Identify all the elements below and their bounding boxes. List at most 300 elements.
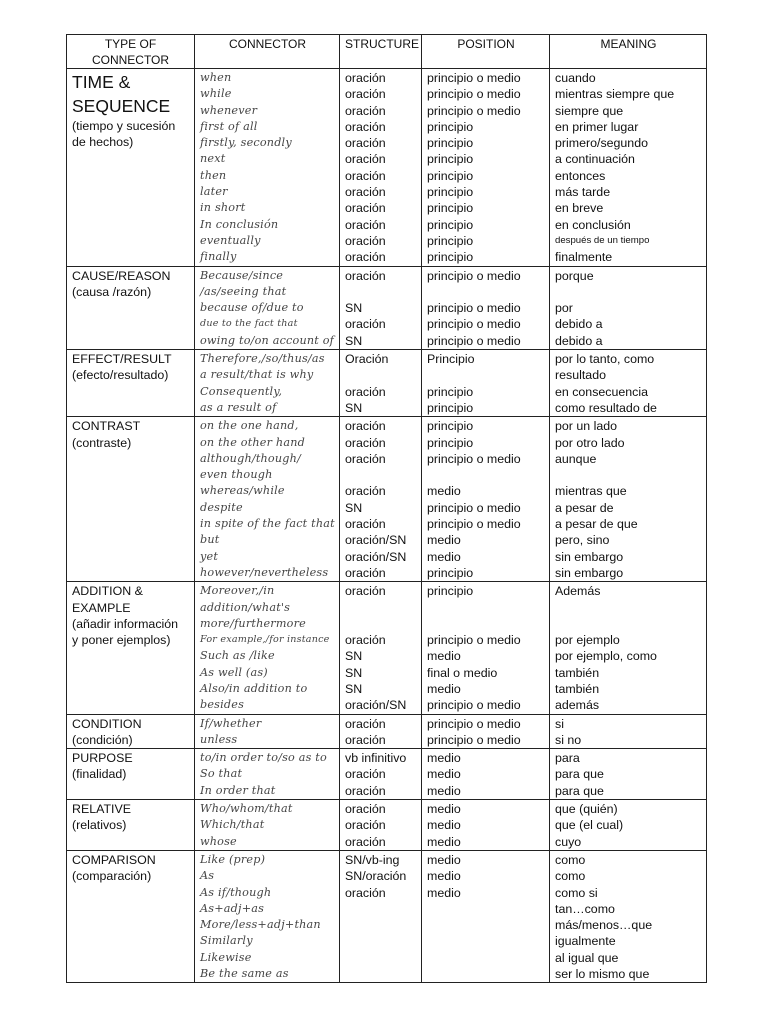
- connector-cell: [195, 749, 340, 800]
- connector-text: on the one hand,: [200, 419, 299, 433]
- connector-text: Also/in addition to: [200, 681, 308, 695]
- connector-text: later: [200, 185, 228, 199]
- meaning-text: más/menos…que: [555, 918, 653, 933]
- structure-text: oración: [345, 185, 386, 200]
- connector-text: even though: [200, 468, 273, 482]
- meaning-cell: [550, 69, 707, 267]
- meaning-text: que (quién): [555, 802, 618, 817]
- table-row: [67, 417, 707, 582]
- meaning-cell: [550, 800, 707, 851]
- position-cell: [422, 749, 550, 800]
- connector-type-cell: [67, 800, 195, 851]
- meaning-text: como: [555, 852, 586, 867]
- meaning-text: en conclusión: [555, 217, 631, 232]
- position-text: medio: [427, 681, 461, 696]
- connectors-table: [66, 34, 707, 983]
- connector-text: because of/due to: [200, 301, 304, 315]
- structure-text: SN: [345, 681, 363, 696]
- position-text: principio: [427, 250, 474, 265]
- meaning-text: [555, 467, 702, 483]
- connector-type-cell: [67, 69, 195, 267]
- connector-type-cell: [67, 749, 195, 800]
- meaning-text: mientras que: [555, 484, 627, 499]
- connector-cell: [195, 850, 340, 982]
- position-text: medio: [427, 549, 461, 564]
- structure-cell: [340, 582, 422, 714]
- connector-text: As: [200, 869, 215, 883]
- structure-text: SN/vb-ing: [345, 852, 400, 867]
- connector-text: in short: [200, 201, 246, 215]
- position-cell: [422, 69, 550, 267]
- meaning-text: para que: [555, 783, 604, 798]
- connector-type-label: (añadir información: [72, 616, 179, 631]
- meaning-text: debido a: [555, 333, 603, 348]
- connector-text: More/less+adj+than: [200, 918, 321, 932]
- meaning-text: por lo tanto, como: [555, 352, 655, 367]
- structure-text: oración: [345, 834, 386, 849]
- position-text: principio o medio: [427, 732, 521, 747]
- connector-text: Similarly: [200, 934, 253, 948]
- structure-text: oración: [345, 732, 386, 747]
- connector-text: unless: [200, 732, 238, 746]
- structure-text: [345, 600, 417, 616]
- connector-text: Consequently,: [200, 384, 283, 398]
- position-text: medio: [427, 783, 461, 798]
- meaning-text: mientras siempre que: [555, 87, 675, 102]
- connector-type-cell: [67, 850, 195, 982]
- connector-text: besides: [200, 698, 245, 712]
- position-cell: [422, 582, 550, 714]
- position-text: principio: [427, 217, 474, 232]
- position-cell: [422, 714, 550, 749]
- structure-text: oración: [345, 802, 386, 817]
- connector-type-label: EXAMPLE: [72, 600, 131, 615]
- structure-cell: [340, 850, 422, 982]
- meaning-cell: [550, 417, 707, 582]
- connector-text: Such as /like: [200, 649, 275, 663]
- connector-text: whenever: [200, 103, 258, 117]
- structure-text: SN: [345, 301, 363, 316]
- meaning-text: en consecuencia: [555, 384, 648, 399]
- structure-text: oración: [345, 119, 386, 134]
- position-text: principio: [427, 400, 474, 415]
- connector-text: whose: [200, 834, 237, 848]
- header-meaning: MEANING: [550, 35, 707, 69]
- connector-text: Because/since: [200, 268, 284, 282]
- position-text: principio o medio: [427, 451, 521, 466]
- structure-text: [345, 917, 417, 933]
- connector-cell: [195, 417, 340, 582]
- connector-text: due to the fact that: [200, 318, 298, 330]
- structure-text: oración: [345, 71, 386, 85]
- connector-text: then: [200, 168, 227, 182]
- meaning-text: por: [555, 301, 573, 316]
- structure-text: oración: [345, 783, 386, 798]
- position-cell: [422, 800, 550, 851]
- position-cell: [422, 350, 550, 417]
- position-text: [427, 917, 545, 933]
- position-text: principio: [427, 233, 474, 248]
- position-text: principio: [427, 136, 474, 151]
- connector-text: Likewise: [200, 950, 252, 964]
- connector-text: a result/that is why: [200, 368, 314, 382]
- connector-type-label: (relativos): [72, 818, 127, 833]
- position-text: [427, 467, 545, 483]
- structure-cell: [340, 714, 422, 749]
- position-text: principio o medio: [427, 317, 521, 332]
- header-row: [67, 35, 707, 69]
- position-text: medio: [427, 767, 461, 782]
- connector-type-cell: [67, 714, 195, 749]
- connector-text: Which/that: [200, 818, 265, 832]
- position-text: medio: [427, 852, 461, 867]
- position-text: Principio: [427, 352, 475, 367]
- connector-type-label: (causa /razón): [72, 284, 152, 299]
- structure-text: oración: [345, 217, 386, 232]
- meaning-text: también: [555, 681, 600, 696]
- structure-text: oración: [345, 152, 386, 167]
- table-row: [67, 714, 707, 749]
- structure-text: oración/SN: [345, 698, 407, 713]
- structure-text: oración: [345, 517, 386, 532]
- connector-text: For example,/for instance: [200, 634, 330, 646]
- position-text: medio: [427, 484, 461, 499]
- position-text: principio: [427, 201, 474, 216]
- meaning-text: a pesar de que: [555, 517, 638, 532]
- structure-text: oración: [345, 818, 386, 833]
- position-cell: [422, 850, 550, 982]
- meaning-text: Además: [555, 584, 601, 599]
- connector-text: despite: [200, 500, 243, 514]
- connector-type-label: ADDITION &: [72, 584, 143, 599]
- connector-text: while: [200, 87, 232, 101]
- meaning-text: primero/segundo: [555, 136, 648, 151]
- meaning-text: en breve: [555, 201, 604, 216]
- connector-text: addition/what's: [200, 600, 291, 614]
- connector-cell: [195, 800, 340, 851]
- connector-text: In conclusión: [200, 217, 279, 231]
- structure-text: oración: [345, 136, 386, 151]
- connector-text: Be the same as: [200, 967, 289, 981]
- meaning-text: [555, 616, 702, 632]
- connector-text: in spite of the fact that: [200, 517, 335, 531]
- structure-text: oración: [345, 87, 386, 102]
- meaning-text: a pesar de: [555, 500, 614, 515]
- position-text: principio: [427, 152, 474, 167]
- meaning-text: cuando: [555, 71, 596, 85]
- structure-text: oración: [345, 168, 386, 183]
- table-row: [67, 850, 707, 982]
- connector-type-label: CAUSE/REASON: [72, 268, 171, 283]
- position-text: principio: [427, 565, 474, 580]
- structure-text: Oración: [345, 352, 389, 367]
- meaning-text: debido a: [555, 317, 603, 332]
- connector-type-cell: [67, 582, 195, 714]
- position-text: medio: [427, 533, 461, 548]
- table-row: [67, 350, 707, 417]
- meaning-text: ser lo mismo que: [555, 967, 650, 982]
- header-connector: CONNECTOR: [195, 35, 340, 69]
- meaning-text: porque: [555, 268, 594, 283]
- structure-text: oración: [345, 268, 386, 283]
- meaning-text: resultado: [555, 368, 606, 383]
- table-row: [67, 749, 707, 800]
- connector-type-label: (finalidad): [72, 767, 127, 782]
- structure-cell: [340, 266, 422, 349]
- position-text: principio: [427, 384, 474, 399]
- meaning-text: pero, sino: [555, 533, 610, 548]
- connector-cell: [195, 582, 340, 714]
- structure-text: oración: [345, 584, 386, 599]
- connector-type-cell: [67, 266, 195, 349]
- meaning-text: por ejemplo: [555, 633, 620, 648]
- structure-text: [345, 616, 417, 632]
- connector-text: owing to/on account of: [200, 333, 334, 347]
- meaning-text: [555, 600, 702, 616]
- position-text: [427, 966, 545, 982]
- meaning-cell: [550, 714, 707, 749]
- position-text: principio: [427, 119, 474, 134]
- meaning-text: que (el cual): [555, 818, 624, 833]
- structure-text: oración/SN: [345, 533, 407, 548]
- position-text: medio: [427, 751, 461, 766]
- structure-text: oración: [345, 484, 386, 499]
- meaning-text: como: [555, 869, 586, 884]
- position-text: principio: [427, 185, 474, 200]
- position-text: principio: [427, 168, 474, 183]
- position-text: principio o medio: [427, 716, 521, 731]
- structure-text: oración: [345, 435, 386, 450]
- meaning-cell: [550, 749, 707, 800]
- meaning-text: tan…como: [555, 901, 615, 916]
- connector-text: whereas/while: [200, 484, 285, 498]
- meaning-cell: [550, 582, 707, 714]
- structure-text: [345, 467, 417, 483]
- position-text: principio o medio: [427, 268, 521, 283]
- structure-text: SN/oración: [345, 869, 407, 884]
- meaning-text: igualmente: [555, 934, 616, 949]
- structure-text: oración: [345, 565, 386, 580]
- connector-text: eventually: [200, 233, 261, 247]
- connector-type-title: SEQUENCE: [72, 96, 171, 116]
- position-text: medio: [427, 885, 461, 900]
- structure-text: oración: [345, 633, 386, 648]
- meaning-cell: [550, 850, 707, 982]
- structure-text: SN: [345, 400, 363, 415]
- connector-text: although/though/: [200, 451, 302, 465]
- meaning-text: entonces: [555, 168, 606, 183]
- meaning-text: sin embargo: [555, 565, 624, 580]
- structure-text: [345, 284, 417, 300]
- position-text: medio: [427, 802, 461, 817]
- meaning-text: como si: [555, 885, 598, 900]
- meaning-text: más tarde: [555, 185, 611, 200]
- connector-text: firstly, secondly: [200, 136, 292, 150]
- structure-cell: [340, 69, 422, 267]
- connector-type-title: TIME &: [72, 72, 131, 92]
- position-text: medio: [427, 834, 461, 849]
- connector-text: So that: [200, 767, 243, 781]
- connector-type-label: (tiempo y sucesión: [72, 119, 176, 133]
- meaning-text: a continuación: [555, 152, 635, 167]
- position-text: principio o medio: [427, 500, 521, 515]
- position-text: final o medio: [427, 665, 498, 680]
- meaning-text: después de un tiempo: [555, 234, 650, 246]
- position-text: [427, 600, 545, 616]
- connector-text: when: [200, 71, 232, 84]
- structure-text: oración: [345, 317, 386, 332]
- structure-text: oración: [345, 233, 386, 248]
- position-text: principio: [427, 584, 474, 599]
- meaning-text: también: [555, 665, 600, 680]
- connector-text: As+adj+as: [200, 901, 265, 915]
- header-structure: STRUCTURE: [340, 35, 422, 69]
- connector-cell: [195, 266, 340, 349]
- structure-text: oración: [345, 419, 386, 434]
- connector-text: however/nevertheless: [200, 565, 329, 579]
- connector-text: If/whether: [200, 716, 262, 730]
- structure-text: oración: [345, 201, 386, 216]
- meaning-cell: [550, 350, 707, 417]
- meaning-cell: [550, 266, 707, 349]
- structure-text: oración: [345, 767, 386, 782]
- structure-text: oración: [345, 384, 386, 399]
- connector-text: As well (as): [200, 665, 268, 679]
- structure-text: SN: [345, 649, 363, 664]
- meaning-text: siempre que: [555, 103, 624, 118]
- position-text: principio o medio: [427, 698, 521, 713]
- connector-type-label: (condición): [72, 732, 133, 747]
- structure-text: oración: [345, 716, 386, 731]
- position-text: principio o medio: [427, 301, 521, 316]
- connector-text: Like (prep): [200, 852, 266, 866]
- position-text: [427, 616, 545, 632]
- connector-type-label: y poner ejemplos): [72, 633, 171, 648]
- table-row: [67, 266, 707, 349]
- connector-type-label: de hechos): [72, 135, 134, 150]
- connector-text: Therefore,/so/thus/as: [200, 352, 325, 366]
- connector-text: to/in order to/so as to: [200, 751, 327, 765]
- meaning-text: como resultado de: [555, 400, 657, 415]
- position-text: principio o medio: [427, 633, 521, 648]
- position-cell: [422, 417, 550, 582]
- connector-text: but: [200, 533, 220, 547]
- structure-text: oración: [345, 885, 386, 900]
- position-text: principio: [427, 419, 474, 434]
- structure-cell: [340, 350, 422, 417]
- connector-text: as a result of: [200, 400, 277, 414]
- connector-text: yet: [200, 549, 219, 563]
- position-text: principio o medio: [427, 103, 521, 118]
- position-text: [427, 933, 545, 949]
- position-text: principio o medio: [427, 333, 521, 348]
- connector-text: next: [200, 152, 226, 166]
- connector-type-label: (efecto/resultado): [72, 368, 169, 383]
- table-row: [67, 800, 707, 851]
- structure-text: [345, 367, 417, 383]
- connector-text: As if/though: [200, 885, 272, 899]
- table-row: [67, 69, 707, 267]
- connector-text: on the other hand: [200, 435, 305, 449]
- meaning-text: si: [555, 716, 564, 731]
- position-text: [427, 284, 545, 300]
- connector-type-label: (comparación): [72, 869, 152, 884]
- structure-text: oración/SN: [345, 549, 407, 564]
- connector-type-label: PURPOSE: [72, 751, 133, 766]
- connector-type-label: CONDITION: [72, 716, 142, 731]
- connector-cell: [195, 714, 340, 749]
- position-text: [427, 950, 545, 966]
- connector-text: In order that: [200, 783, 276, 797]
- meaning-text: cuyo: [555, 834, 582, 849]
- connector-type-label: (contraste): [72, 435, 132, 450]
- connector-cell: [195, 69, 340, 267]
- meaning-text: para: [555, 751, 580, 766]
- connector-text: Who/whom/that: [200, 802, 293, 816]
- connector-cell: [195, 350, 340, 417]
- position-text: principio: [427, 435, 474, 450]
- structure-text: oración: [345, 103, 386, 118]
- structure-cell: [340, 800, 422, 851]
- position-text: principio o medio: [427, 87, 521, 102]
- position-text: [427, 901, 545, 917]
- meaning-text: por otro lado: [555, 435, 625, 450]
- connector-type-label: EFFECT/RESULT: [72, 352, 172, 367]
- position-text: principio o medio: [427, 71, 521, 85]
- structure-cell: [340, 417, 422, 582]
- meaning-text: finalmente: [555, 250, 613, 265]
- connector-type-cell: [67, 417, 195, 582]
- connector-type-cell: [67, 350, 195, 417]
- structure-text: [345, 950, 417, 966]
- position-text: [427, 367, 545, 383]
- position-text: principio o medio: [427, 517, 521, 532]
- meaning-text: sin embargo: [555, 549, 624, 564]
- connector-text: /as/seeing that: [200, 284, 287, 298]
- connector-type-label: RELATIVE: [72, 802, 131, 817]
- meaning-text: para que: [555, 767, 604, 782]
- meaning-text: [555, 284, 702, 300]
- structure-text: [345, 966, 417, 982]
- position-text: medio: [427, 869, 461, 884]
- meaning-text: por un lado: [555, 419, 618, 434]
- structure-text: SN: [345, 333, 363, 348]
- structure-cell: [340, 749, 422, 800]
- position-text: medio: [427, 818, 461, 833]
- header-type-of-connector: TYPE OF CONNECTOR: [67, 35, 195, 69]
- connector-text: finally: [200, 250, 237, 264]
- meaning-text: en primer lugar: [555, 119, 639, 134]
- connector-text: more/furthermore: [200, 616, 306, 630]
- structure-text: [345, 901, 417, 917]
- connector-text: Moreover,/in: [200, 584, 275, 598]
- structure-text: SN: [345, 665, 363, 680]
- connector-type-label: CONTRAST: [72, 419, 141, 434]
- table-row: [67, 582, 707, 714]
- position-cell: [422, 266, 550, 349]
- meaning-text: al igual que: [555, 950, 619, 965]
- meaning-text: aunque: [555, 451, 597, 466]
- structure-text: oración: [345, 451, 386, 466]
- structure-text: oración: [345, 250, 386, 265]
- structure-text: SN: [345, 500, 363, 515]
- connector-text: first of all: [200, 119, 258, 133]
- connector-type-label: COMPARISON: [72, 852, 156, 867]
- meaning-text: además: [555, 698, 600, 713]
- header-position: POSITION: [422, 35, 550, 69]
- meaning-text: por ejemplo, como: [555, 649, 657, 664]
- meaning-text: si no: [555, 732, 582, 747]
